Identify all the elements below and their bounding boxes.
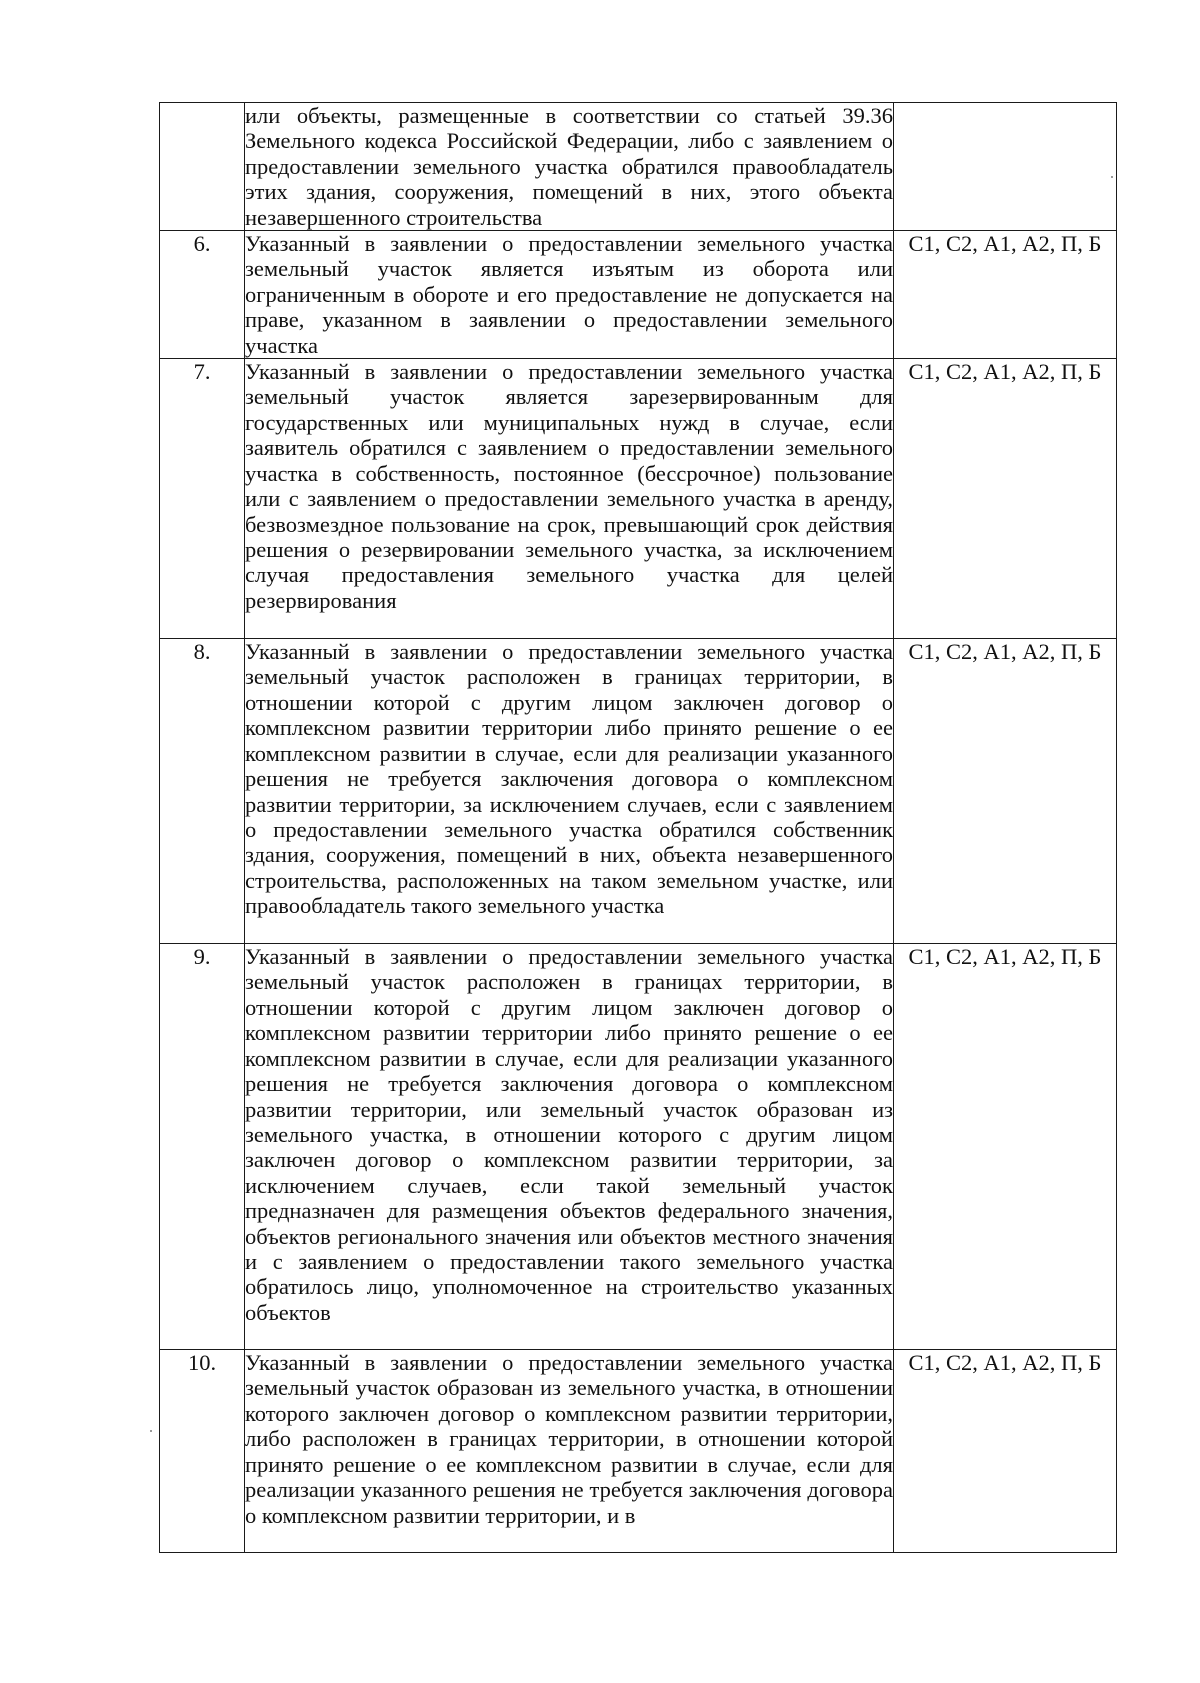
row-codes: С1, С2, А1, А2, П, Б [894,944,1117,1350]
row-text: Указанный в заявлении о предоставлении земельного участка земельный участок является зарезервированным для государственных или муниципальных нужд в случае, если заявитель обратился с заявлением о предоставлении земельного участка в собственность, постоянное (бессрочное) пользование или с заявлением о предоставлении земельного участка в аренду, безвозмездное пользование на срок, превышающий срок действия решения о резервировании земельного участка, за исключением случая предоставления земельного участка для целей резервирования [245,359,894,639]
row-codes: С1, С2, А1, А2, П, Б [894,231,1117,359]
table-row [160,231,1117,359]
row-number: 7. [160,359,245,639]
row-text: Указанный в заявлении о предоставлении земельного участка земельный участок образован из земельного участка, в отношении которого заключен договор о комплексном развитии территории, либо расположен в границах территории, в отношении которой принято решение о ее комплексном развитии в случае, если для реализации указанного решения не требуется заключения договора о комплексном развитии территории, и в [245,1350,894,1553]
table-row [160,944,1117,1350]
row-number: 8. [160,639,245,944]
row-number: 9. [160,944,245,1350]
row-text: Указанный в заявлении о предоставлении земельного участка земельный участок является изъятым из оборота или ограниченным в обороте и его предоставление не допускается на праве, указанном в заявлении о предоставлении земельного участка [245,231,893,358]
table-row [160,359,1117,639]
table-row [160,103,1117,231]
scan-speck [1111,176,1113,178]
table-row [160,1350,1117,1553]
row-number: 6. [160,231,245,359]
row-codes: С1, С2, А1, А2, П, Б [894,359,1117,639]
row-number: 10. [160,1350,245,1553]
row-codes: С1, С2, А1, А2, П, Б [894,1350,1117,1553]
table-row [160,639,1117,944]
row-codes [894,103,1117,231]
refusal-grounds-table [159,102,1117,1553]
row-text: или объекты, размещенные в соответствии со статьей 39.36 Земельного кодекса Российской Федерации, либо с заявлением о предоставлении земельного участка обратился правообладатель этих здания, сооружения, помещений в них, этого объекта незавершенного строительства [245,103,893,230]
row-codes: С1, С2, А1, А2, П, Б [894,639,1117,944]
row-number [160,103,245,231]
row-text: Указанный в заявлении о предоставлении земельного участка земельный участок расположен в границах территории, в отношении которой с другим лицом заключен договор о комплексном развитии территории либо принято решение о ее комплексном развитии в случае, если для реализации указанного решения не требуется заключения договора о комплексном развитии территории, или земельный участок образован из земельного участка, в отношении которого с другим лицом заключен договор о комплексном развитии территории, за исключением случаев, если такой земельный участок предназначен для размещения объектов федерального значения, объектов регионального значения или объектов местного значения и с заявлением о предоставлении такого земельного участка обратилось лицо, уполномоченное на строительство указанных объектов [245,944,894,1350]
scan-speck [150,1430,152,1432]
row-text: Указанный в заявлении о предоставлении земельного участка земельный участок расположен в границах территории, в отношении которой с другим лицом заключен договор о комплексном развитии территории либо принято решение о ее комплексном развитии в случае, если для реализации указанного решения не требуется заключения договора о комплексном развитии территории, за исключением случаев, если с заявлением о предоставлении земельного участка обратился собственник здания, сооружения, помещений в них, объекта незавершенного строительства, расположенных на таком земельном участке, или правообладатель такого земельного участка [245,639,894,944]
